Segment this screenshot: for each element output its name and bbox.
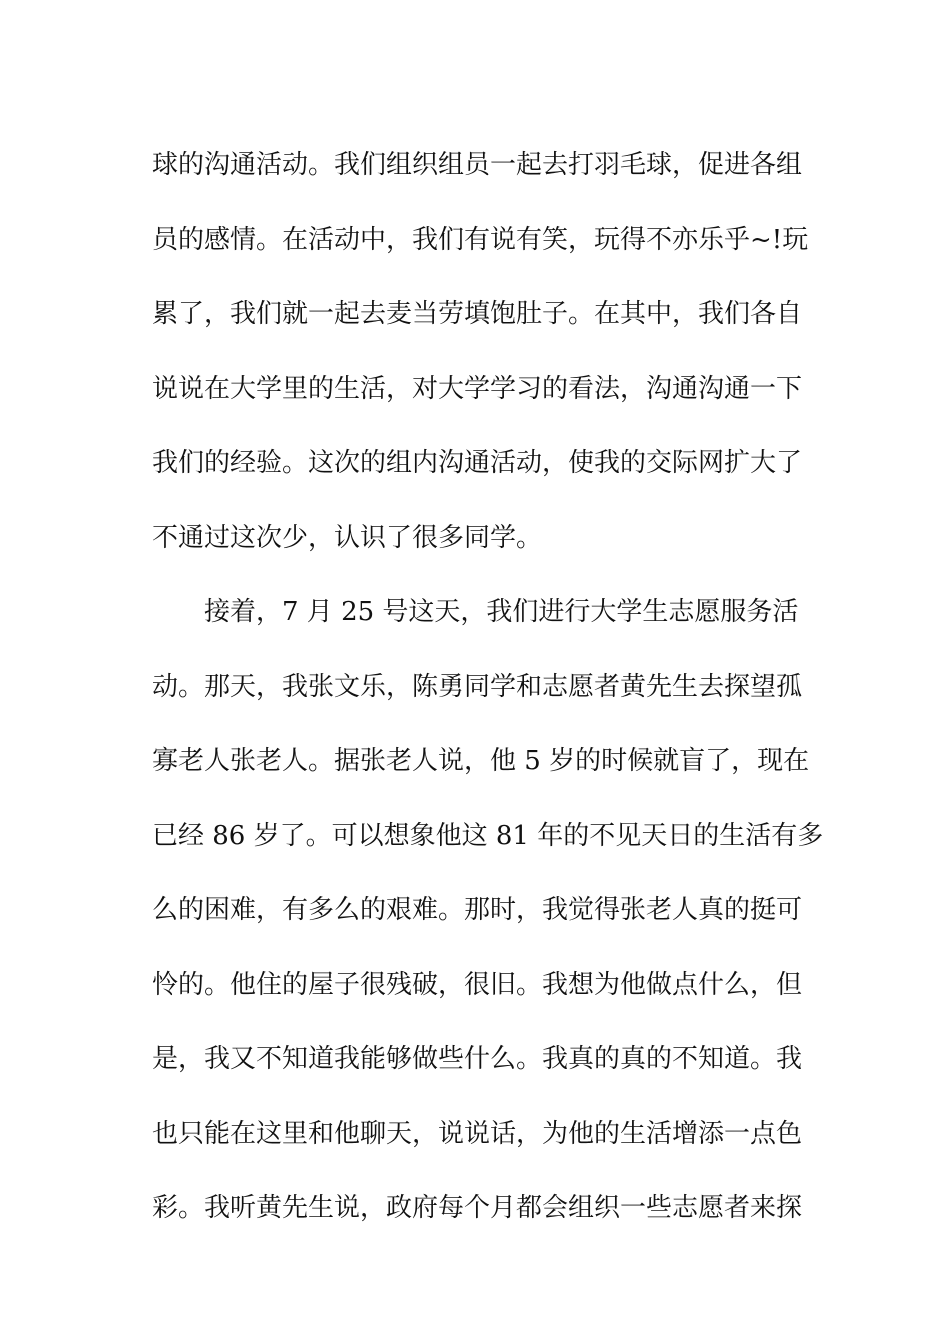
text-line: 我们的经验。这次的组内沟通活动，使我的交际网扩大了 (152, 448, 803, 478)
text-line: 是，我又不知道我能够做些什么。我真的真的不知道。我 (152, 1044, 803, 1074)
text-line: 彩。我听黄先生说，政府每个月都会组织一些志愿者来探 (152, 1193, 803, 1223)
text-line: 寡老人张老人。据张老人说，他 5 岁的时候就盲了，现在 (152, 746, 810, 776)
text-line: 累了，我们就一起去麦当劳填饱肚子。在其中，我们各自 (152, 299, 803, 329)
text-line: 也只能在这里和他聊天，说说话，为他的生活增添一点色 (152, 1118, 803, 1149)
text-line: 动。那天，我张文乐，陈勇同学和志愿者黄先生去探望孤 (152, 671, 803, 702)
body-text (152, 128, 824, 1246)
text-line: 么的困难，有多么的艰难。那时，我觉得张老人真的挺可 (152, 895, 803, 925)
paragraph-start-line: 接着，7 月 25 号这天，我们进行大学生志愿服务活 (204, 597, 799, 627)
text-line: 不通过这次少，认识了很多同学。 (152, 522, 543, 553)
text-line: 说说在大学里的生活，对大学学习的看法，沟通沟通一下 (152, 373, 803, 404)
text-line: 怜的。他住的屋子很残破，很旧。我想为他做点什么，但 (152, 969, 803, 1000)
text-line: 球的沟通活动。我们组织组员一起去打羽毛球，促进各组 (152, 150, 803, 180)
text-line: 已经 86 岁了。可以想象他这 81 年的不见天日的生活有多 (152, 820, 824, 851)
text-line: 员的感情。在活动中，我们有说有笑，玩得不亦乐乎~!玩 (152, 224, 809, 255)
